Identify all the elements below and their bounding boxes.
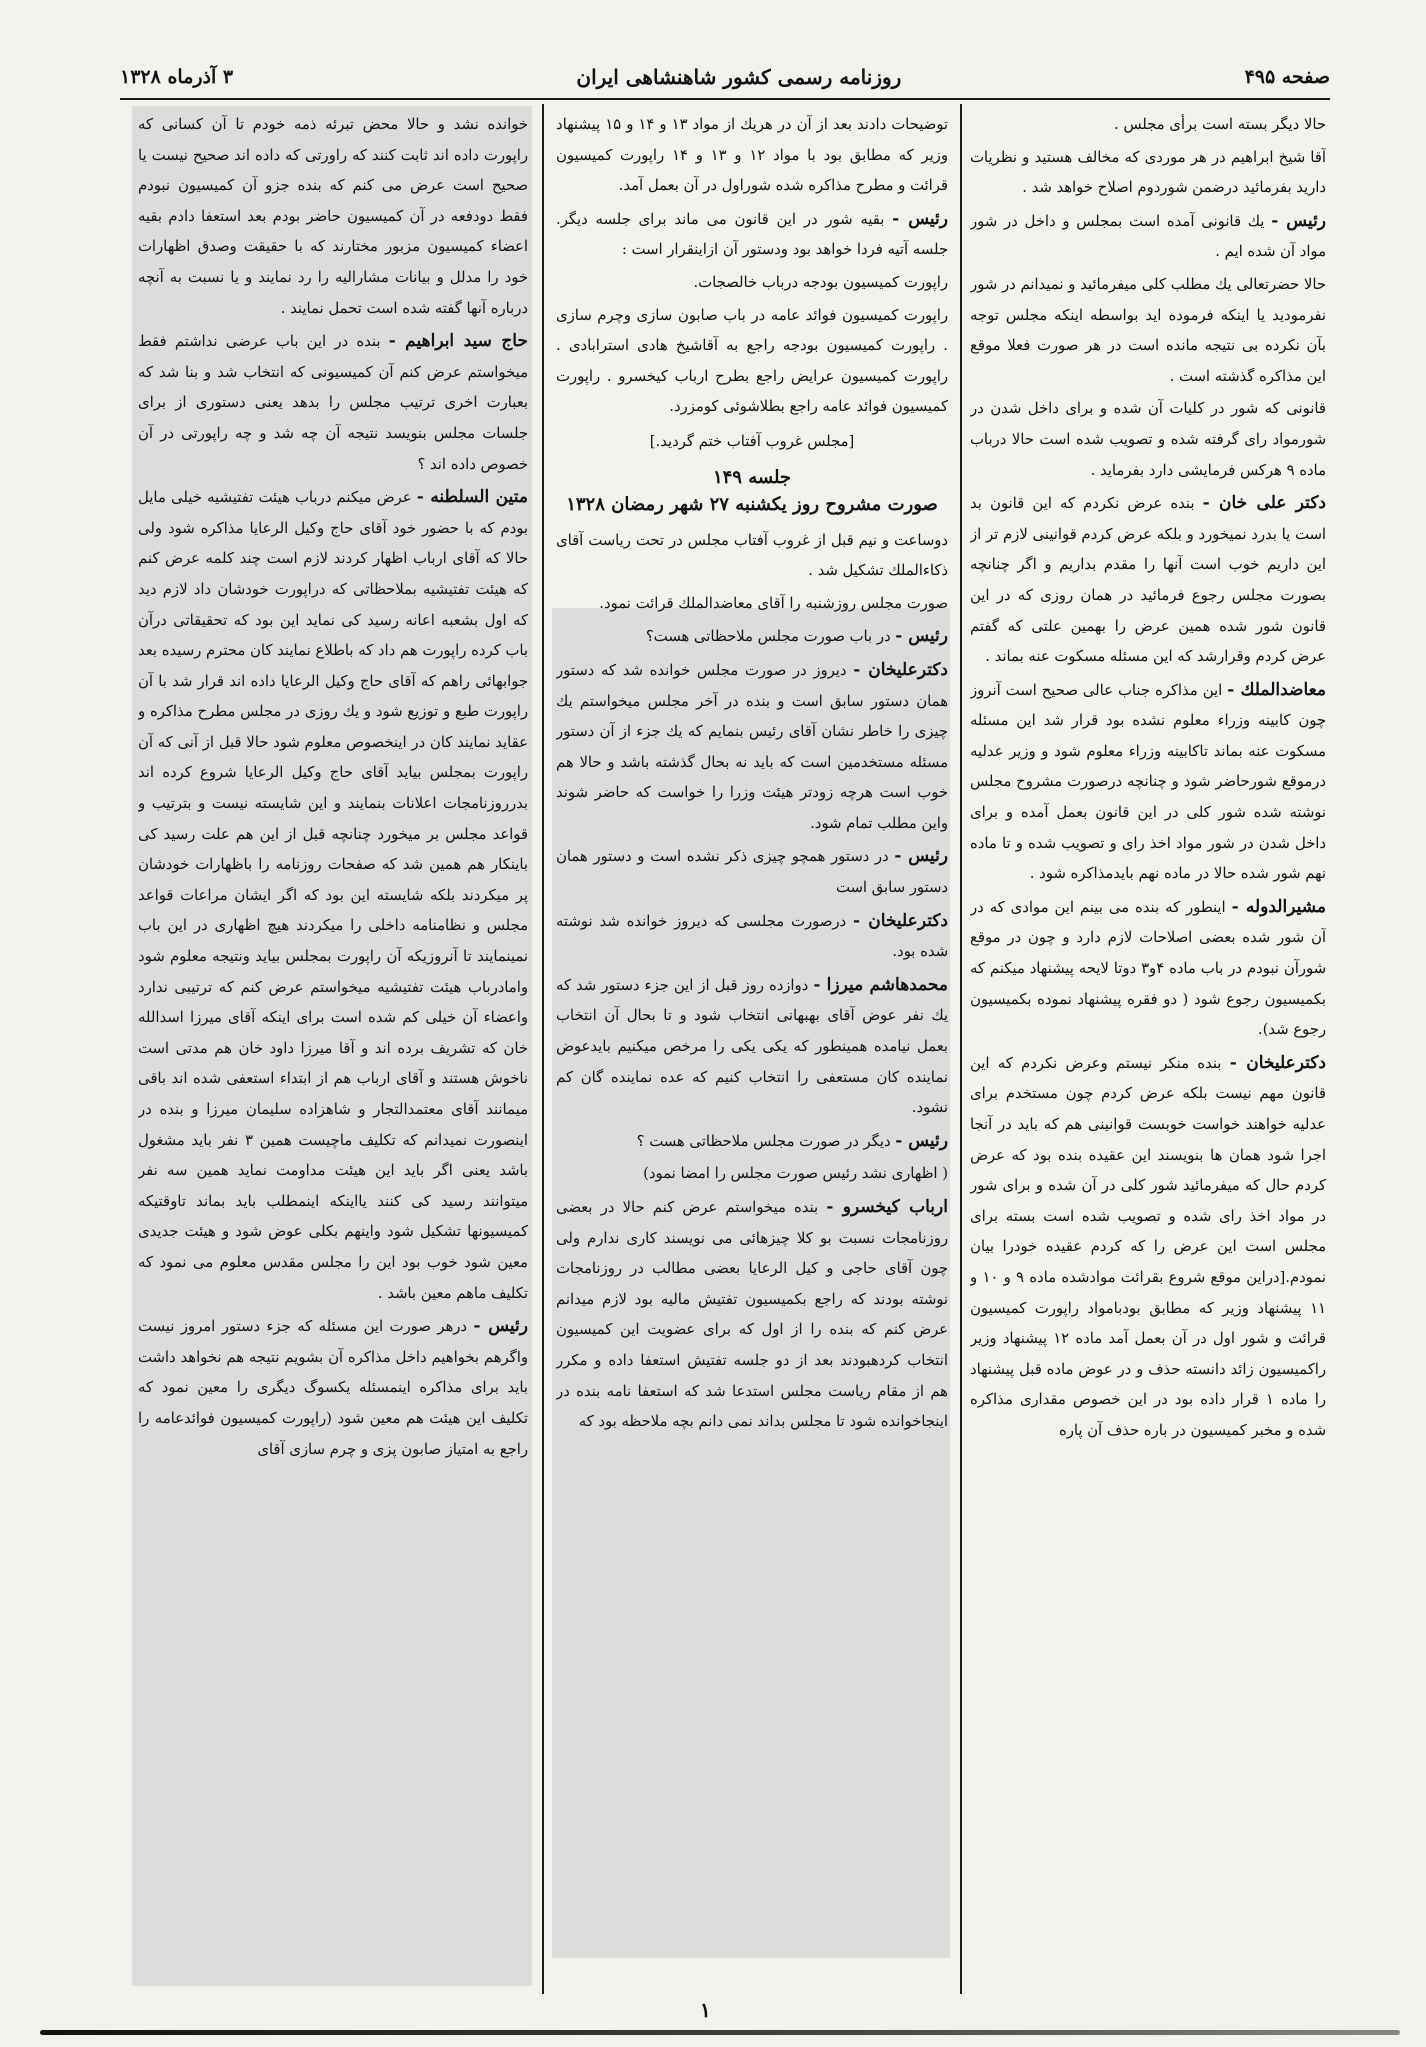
paragraph: ( اظهاری نشد رئیس صورت مجلس را امضا نمود) <box>643 1165 948 1183</box>
speech-paragraph <box>556 841 948 903</box>
speech-paragraph <box>970 206 1326 268</box>
speaker-name: محمدهاشم میرزا - <box>813 974 948 995</box>
column-divider-left <box>542 104 544 1994</box>
paragraph: خوانده نشد و حالا محض تبرئه ذمه خودم تا آن کسانی که راپورت داده اند ثابت کنند که راورتی که داده اند صحیح نیست یا صحیح است عرض می کنم که بنده جزو آن کمیسیون نبودم فقط دودفعه در آن کمیسیون حاضر بودم بعد استعفا دادم بقیه اعضاء کمیسیون مزبور مختارند که با حقیقت وصدق اظهارات خود را مدلل و بیانات مشارالیه را رد نمایند و یا نسبت به آنچه درباره آنها گفته شده است تحمل نمایند . <box>138 116 528 317</box>
speech-text: در باب صورت مجلس ملاحظاتی هست؟ <box>645 628 891 646</box>
speaker-name: رئیس - <box>473 1316 528 1337</box>
paragraph: قانونی که شور در کلیات آن شده و برای داخل شدن در شورمواد رای گرفته شده و تصویب شده است حالا درباب ماده ۹ هرکس فرمایشی دارد بفرماید . <box>970 400 1326 479</box>
speech-paragraph <box>556 621 948 653</box>
speech-paragraph <box>138 326 528 480</box>
speaker-name: حاج سید ابراهیم - <box>388 331 528 352</box>
header-rule <box>120 98 1330 100</box>
speaker-name: دکترعلیخان - <box>853 659 948 680</box>
column-right <box>970 110 1326 1990</box>
speech-paragraph <box>970 675 1326 890</box>
paragraph: صورت مجلس روزشنبه را آقای معاضدالملك قرائت نمود. <box>599 594 948 612</box>
speech-paragraph <box>556 1192 948 1438</box>
speech-paragraph <box>970 892 1326 1046</box>
speech-text: در دستور همچو چیزی ذکر نشده است و دستور همان دستور سابق است <box>556 848 948 897</box>
page-label: صفحه ۴۹۵ <box>1244 66 1330 88</box>
paragraph: حالا دیگر بسته است برأی مجلس . <box>1113 116 1326 133</box>
speaker-name: معاضدالملك - <box>1227 679 1326 700</box>
column-divider-right <box>960 104 962 1994</box>
session-title: صورت مشروح روز یکشنبه ۲۷ شهر رمضان ۱۳۲۸ <box>566 493 938 515</box>
page-footer-number: ۱ <box>700 1998 711 2022</box>
speech-paragraph <box>556 970 948 1124</box>
agenda-item: راپورت کمیسیون بودجه درباب خالصجات. <box>693 273 948 291</box>
speaker-name: رئیس - <box>892 208 948 229</box>
speech-paragraph <box>556 1126 948 1158</box>
paragraph: توضیحات دادند بعد از آن در هریك از مواد ۱۳ و ۱۴ و ۱۵ پیشنهاد وزیر که مطابق بود با مواد ۱۲ و ۱۳ و ۱۴ راپورت کمیسیون قرائت و مطرح مذاکره شده شوراول در آن بعمل آمد. <box>556 116 948 195</box>
speech-text: بنده منکر نیستم وعرض نکردم که این قانون مهم نیست بلکه عرض کردم چون مستخدم برای عدلیه خواهند خواست خوبست قوانینی هم که باید در آنجا اجرا شود همان ها بنویسند این عقیده بنده بود که عرض کردم حال که میفرمائید شور کلی در آن شده و برای شور در مواد اخذ رای شده و تصویب شده است بسته برای مجلس است این عرض را که کردم عقیده خودرا بیان نمودم.[دراین موقع شروع بقرائت موادشده ماده ۹ و ۱۰ و ۱۱ پیشنهاد وزیر که مطابق بودبامواد راپورت کمیسیون قرائت و شور اول در آن بعمل آمد ماده ۱۲ پیشنهاد وزیر راکمیسیون زائد دانسته حذف و در عوض ماده قبل پیشنهاد را ماده ۱ قرار داده بود در این خصوص مقداری مذاکره شده و مخبر کمیسیون در باره حذف آن پاره <box>970 1054 1326 1439</box>
bottom-ornament-rule <box>40 2030 1400 2035</box>
session-closing-note: [مجلس غروب آفتاب ختم گردید.] <box>649 432 855 450</box>
agenda-item: راپورت کمیسیون فوائد عامه در باب صابون سازی وچرم سازی . راپورت کمیسیون بودجه راجع به آقاشیخ هادی استرابادی . راپورت کمیسیون عرایض راجع بطرح ارباب کیخسرو . راپورت کمیسیون فوائد عامه راجع بطلاشوئی کومزرد. <box>556 306 948 416</box>
speech-paragraph <box>556 906 948 968</box>
column-left <box>138 110 528 1990</box>
speech-paragraph <box>556 655 948 840</box>
speaker-name: دکترعلیخان - <box>853 910 948 931</box>
speech-text: بنده در این باب عرضی نداشتم فقط میخواستم عرض کنم آن کمیسیونی که انتخاب شد و بنا شد که بعبارت اخری ترتیب مجلس را بدهد یعنی دستوری از برای جلسات مجلس بنویسد نتیجه آن چه شد و چه راپورتی در آن خصوص داده اند ؟ <box>138 333 528 473</box>
speech-paragraph <box>138 482 528 1309</box>
speaker-name: رئیس - <box>1271 210 1326 231</box>
page-header <box>120 58 1330 96</box>
speaker-name: رئیس - <box>895 1130 948 1151</box>
speech-text: دیگر در صورت مجلس ملاحظاتی هست ؟ <box>636 1132 891 1150</box>
paragraph: آقا شیخ ابراهیم در هر موردی که مخالف هستید و نظریات دارید بفرمائید درضمن شوردوم اصلاح خواهد شد . <box>970 148 1326 197</box>
speaker-name: مشیرالدوله - <box>1231 896 1326 917</box>
session-heading <box>556 464 948 518</box>
column-middle <box>556 110 948 1990</box>
speaker-name: دکترعلیخان - <box>1229 1052 1326 1073</box>
speaker-name: دکتر علی خان - <box>1202 493 1326 514</box>
speech-text: درهر صورت این مسئله که جزء دستور امروز نیست واگرهم بخواهیم داخل مذاکره آن بشویم نتیجه هم نخواهد داشت باید برای مذاکره اینمسئله یکسوگ دیگری را معین نمود که تکلیف این هیئت هم معین شود (راپورت کمیسیون فوائدعامه را راجع به امتیاز صابون پزی و چرم سازی آقای <box>138 1318 528 1458</box>
speech-text: اینطور که بنده می بینم این موادی که در آن شور شده بعضی اصلاحات لازم دارد و چون در موقع شورآن نبودم در باب ماده ۴و۳ دوتا لایحه پیشنهاد میکنم که بکمیسیون رجوع شود ( دو فقره پیشنهاد نموده بکمیسیون رجوع شد). <box>970 898 1326 1039</box>
speech-text: دوازده روز قبل از این جزء دستور شد که یك نفر عوض آقای بهبهانی انتخاب شود و تا بحال آن انتخاب بعمل نیامده همینطور که یکی یکی را مرخص میکنیم بایدعوض نماینده کان مستعفی را انتخاب کنیم که عده نماینده گان کم نشود. <box>556 976 948 1117</box>
speaker-name: رئیس - <box>894 846 948 867</box>
speech-paragraph <box>138 1311 528 1465</box>
speaker-name: ارباب کیخسرو - <box>826 1197 948 1217</box>
speech-text: درصورت مجلسی که دیروز خوانده شد نوشته شده بود. <box>556 912 948 961</box>
newspaper-title: روزنامه رسمی کشور شاهنشاهی ایران <box>576 65 902 89</box>
speech-text: بقیه شور در این قانون می ماند برای جلسه دیگر. جلسه آتیه فردا خواهد بود ودستور آن ازاینقرار است : <box>556 210 948 259</box>
speech-text: عرض میکنم درباب هیئت تفتیشیه خیلی مایل بودم که با حضور خود آقای حاج وکیل الرعایا مذاکره شود ولی حالا که آقای ارباب اظهار کردند لازم است چند کلمه عرض کنم که هیئت تفتیشیه بملاحظاتی که دراپورت خودشان داد لازم دید که اول بشعبه اعانه رسید کی نماید این بود که تحقیقاتی درآن باب کرده راپورت هم داد که باطلاع نمایند کان محترم رسیده بعد جوابهائی راهم که آقای حاج وکیل الرعایا داده اند قرار شد با آن راپورت طبع و توزیع شود و یك روزی در مجلس مطرح مذاکره و عقاید نمایند کان در اینخصوص معلوم شود حالا قبل از آنی که آن راپورت بمجلس بیاید آقای حاج وکیل الرعایا شروع کرده اند بدرروزنامجات اعلانات بنمایند و این شایسته نیست و بترتیب و قواعد مجلس بر میخورد چنانچه قبل از این هم علت رسید کی باینکار هم همین شد که صفحات روزنامه را باظهارات خودشان پر میکردند بلکه شایسته این بود که اگر ایشان مراعات قواعد مجلس و نظامنامه داخلی را میکردند هیچ اظهاری در این باب نمینمایند تا آنروزیکه آن راپورت بمجلس بیاید ونتیجه معلوم شود وامادرباب هیئت تفتیشیه میخواستم عرض کنم که ترتیبی ندارد واعضاء آن خیلی کم شده است برای اینکه آقای میرزا اسدالله خان که تشریف برده اند و آقا میرزا داود خان هم مدتی است ناخوش هستند و آقای ارباب هم از ابتداء استعفی شده اند باقی میمانند آقای معتمدالتجار و شاهزاده سلیمان میرزا و بنده در اینصورت نمیدانم که تکلیف ماچیست همین ۳ نفر باید مشغول باشد یعنی اگر باید این هیئت مداومت نماید همین سه نفر میتوانند رسید کی کنند یااینکه اینمطلب باید بماند تاوقتیکه کمیسیونها تشکیل شود واینهم بکلی عوض شود و هیئت جدیدی معین شود خوب بود این را مجلس مقدس معلوم می نمود که تکلیف ماهم معین باشد . <box>138 489 528 1302</box>
speech-text: دیروز در صورت مجلس خوانده شد که دستور همان دستور سابق است و بنده در آخر مجلس میخواستم یك چیزی را خاطر نشان آقای رئیس بنمایم که یك جزء از آن دستور مسئله مستخدمین است که باید نه بحال گذشته باشد و حالا هم خوب است هرچه زودتر هیئت وزرا را خواست که حاضر شوند واین مطلب تمام شود. <box>556 661 948 832</box>
paragraph: حالا حضرتعالی یك مطلب کلی میفرمائید و نمیدانم در شور نفرمودید یا اینکه فرموده اید بواسطه اینکه مجلس توجه بآن نکرده بی نتیجه مانده است در هر صورت فعلا موقع این مذاکره گذشته است . <box>970 275 1326 385</box>
speech-text: یك قانونی آمده است بمجلس و داخل در شور مواد آن شده ایم . <box>970 212 1326 261</box>
speaker-name: متین السلطنه - <box>416 487 528 508</box>
speech-text: این مذاکره جناب عالی صحیح است آنروز چون کابینه وزراء معلوم نشده بود قرار شد این مسئله مسکوت عنه بماند تاکابینه وزراء معلوم شود و وزیر عدلیه درموقع شورحاضر شود و چنانچه درصورت مشروح مجلس نوشته شده شور کلی در این قانون بعمل آمده و برای داخل شدن در شور مواد اخذ رای و تصویب شده و تا ماده نهم شور شده حالا در ماده نهم بایدمذاکره شود . <box>970 681 1326 883</box>
speech-paragraph <box>970 1048 1326 1447</box>
speaker-name: رئیس - <box>895 626 948 647</box>
speech-paragraph <box>970 488 1326 673</box>
speech-text: بنده میخواستم عرض کنم حالا در بعضی روزنامجات نسبت بو کلا چیزهائی می نویسند کاری ندارم ولی چون آقای حاجی و کیل الرعایا بعضی مطالب در روزنامجات نوشته بودند که راجع بکمیسیون تفتیش مالیه بود لازم میدانم عرض کنم که بنده را از اول که برای عضویت این کمیسیون انتخاب کردهبودند بعد از دو جلسه تفتیش استعفا داده و مکرر هم از مقام ریاست مجلس استدعا شد که استعفا نامه بنده در اینجاخوانده شود تا مجلس بداند نمی دانم بچه ملاحظه بود که <box>556 1199 948 1431</box>
paragraph: دوساعت و نیم قبل از غروب آفتاب مجلس در تحت ریاست آقای ذکاءالملك تشکیل شد . <box>556 531 948 580</box>
session-number: جلسه ۱۴۹ <box>712 466 792 488</box>
speech-paragraph <box>556 204 948 266</box>
speech-text: بنده عرض نکردم که این قانون بد است یا بدرد نمیخورد و بلکه عرض کردم قوانینی لازم تر از این داریم خوب است آنها را مقدم بداریم و اگر چنانچه بصورت مجلس رجوع فرمائید در همان روزی که در این قانون شور شده همین عرض را بهمین علتی که گفتم عرض کردم وقرارشد که این مسئله مسکوت عنه بماند . <box>970 495 1326 666</box>
issue-date: ۳ آذرماه ۱۳۲۸ <box>120 66 234 88</box>
